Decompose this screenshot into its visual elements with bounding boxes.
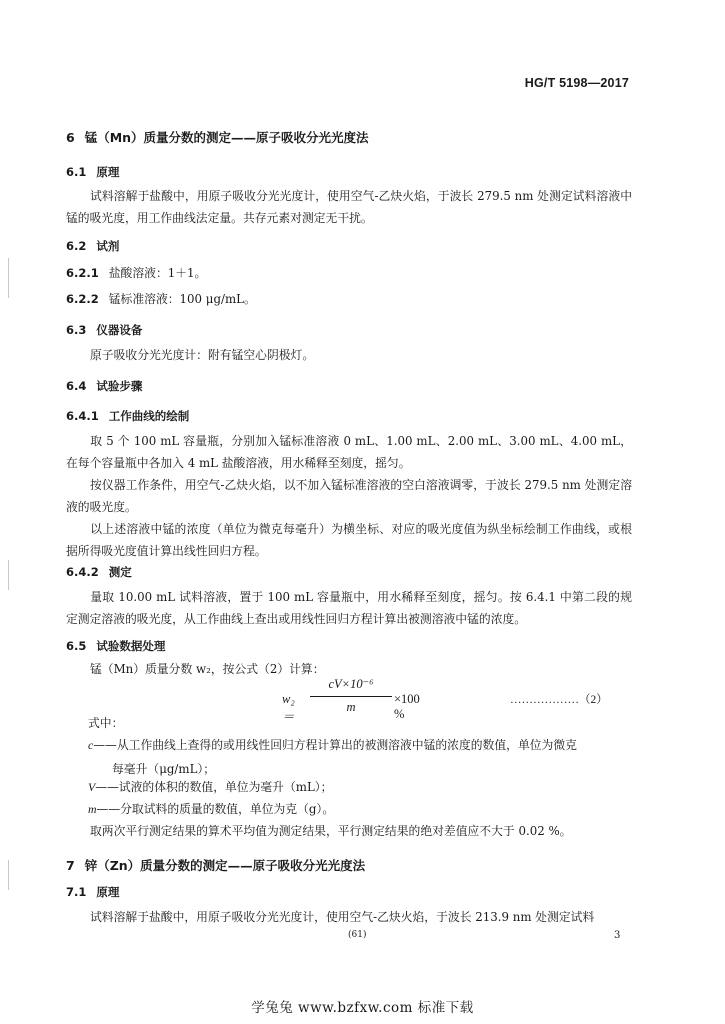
section-heading-7-1 xyxy=(66,884,119,900)
formula-numerator: cV×10⁻⁶ xyxy=(328,677,374,691)
definition-c-continued: 每毫升（μg/mL）； xyxy=(112,762,216,776)
section-number: 7 xyxy=(66,858,75,873)
section-title: 原理 xyxy=(96,165,120,179)
formula-intro: 锰（Mn）质量分数 w₂，按公式（2）计算： xyxy=(90,662,325,676)
section-heading-6-5 xyxy=(66,638,165,654)
paragraph-principle: 试料溶解于盐酸中，用原子吸收分光光度计，使用空气-乙炔火焰，于波长 279.5 nm 处测定试料溶液中锰的吸光度，用工作曲线法定量。共存元素对测定无干扰。 xyxy=(66,189,632,225)
section-heading-6-1 xyxy=(66,164,119,180)
section-title: 试剂 xyxy=(96,239,120,253)
definition-m: m——分取试料的质量的数值，单位为克（g）。 xyxy=(88,802,335,816)
fraction-bar xyxy=(310,696,392,697)
formula-fraction xyxy=(310,676,392,715)
section-heading-6-4-1 xyxy=(66,408,189,424)
section-number: 6.2 xyxy=(66,239,87,253)
standard-code: HG/T 5198—2017 xyxy=(524,76,629,90)
equation-number: ………………（2） xyxy=(510,694,608,706)
section-title: 试验数据处理 xyxy=(96,639,166,653)
formula-rhs: ×100 % xyxy=(394,692,420,721)
definition-c: c——从工作曲线上查得的或用线性回归方程计算出的被测溶液中锰的浓度的数值，单位为微克 xyxy=(88,738,577,752)
section-number: 6.3 xyxy=(66,323,87,337)
section-number: 6.4.2 xyxy=(66,565,99,579)
section-heading-6-2 xyxy=(66,238,119,254)
section-heading-6 xyxy=(66,128,369,146)
section-number: 7.1 xyxy=(66,885,87,899)
section-title: 工作曲线的绘制 xyxy=(108,409,190,423)
clause-6-2-2: 6.2.2 锰标准溶液：100 μg/mL。 xyxy=(66,292,256,306)
section-title: 试验步骤 xyxy=(96,379,143,393)
clause-6-2-1: 6.2.1 盐酸溶液：1＋1。 xyxy=(66,266,207,280)
formula-denominator: m xyxy=(346,700,356,714)
section-heading-6-3 xyxy=(66,322,142,338)
section-title: 原理 xyxy=(96,885,120,899)
section-number: 6.1 xyxy=(66,165,87,179)
where-label: 式中： xyxy=(88,716,124,730)
scan-edge-mark xyxy=(8,560,9,590)
paragraph-calibration-1: 取 5 个 100 mL 容量瓶，分别加入锰标准溶液 0 mL、1.00 mL、2.00 mL、3.00 mL、4.00 mL，在每个容量瓶中各加入 4 mL 盐酸溶液，用水稀释至刻度，摇匀。 xyxy=(66,434,632,470)
paragraph-zn-principle: 试料溶解于盐酸中，用原子吸收分光光度计，使用空气-乙炔火焰，于波长 213.9 nm 处测定试料 xyxy=(90,910,595,924)
paragraph-equipment: 原子吸收分光光度计：附有锰空心阴极灯。 xyxy=(90,348,315,362)
paragraph-result: 取两次平行测定结果的算术平均值为测定结果，平行测定结果的绝对差值应不大于 0.02 %。 xyxy=(90,824,572,838)
paragraph-determination: 量取 10.00 mL 试料溶液，置于 100 mL 容量瓶中，用水稀释至刻度，摇匀。按 6.4.1 中第二段的规定测定溶液的吸光度，从工作曲线上查出或用线性回归方程计算出被测溶液中锰的浓度。 xyxy=(66,590,632,626)
formula-lhs: w₂＝ xyxy=(282,692,295,724)
section-title: 锌（Zn）质量分数的测定——原子吸收分光光度法 xyxy=(84,858,366,873)
section-heading-7 xyxy=(66,856,365,874)
scan-edge-mark xyxy=(8,860,9,890)
section-title: 测定 xyxy=(108,565,132,579)
section-title: 仪器设备 xyxy=(96,323,143,337)
definition-v: V——试液的体积的数值，单位为毫升（mL）； xyxy=(88,780,333,794)
section-heading-6-4-2 xyxy=(66,564,132,580)
section-number: 6 xyxy=(66,130,75,145)
section-number: 6.4 xyxy=(66,379,87,393)
footer-center-number: (61) xyxy=(348,930,367,940)
section-number: 6.5 xyxy=(66,639,87,653)
page-number: 3 xyxy=(614,930,621,941)
scan-edge-mark xyxy=(8,258,9,298)
paragraph-calibration-2: 按仪器工作条件，用空气-乙炔火焰，以不加入锰标准溶液的空白溶液调零，于波长 279.5 nm 处测定溶液的吸光度。 xyxy=(66,478,632,514)
paragraph-calibration-3: 以上述溶液中锰的浓度（单位为微克每毫升）为横坐标、对应的吸光度值为纵坐标绘制工作曲线，或根据所得吸光度值计算出线性回归方程。 xyxy=(66,522,632,558)
watermark-text: 学兔兔 www.bzfxw.com 标准下载 xyxy=(251,1000,474,1016)
section-heading-6-4 xyxy=(66,378,142,394)
section-title: 锰（Mn）质量分数的测定——原子吸收分光光度法 xyxy=(84,130,369,145)
section-number: 6.4.1 xyxy=(66,409,99,423)
